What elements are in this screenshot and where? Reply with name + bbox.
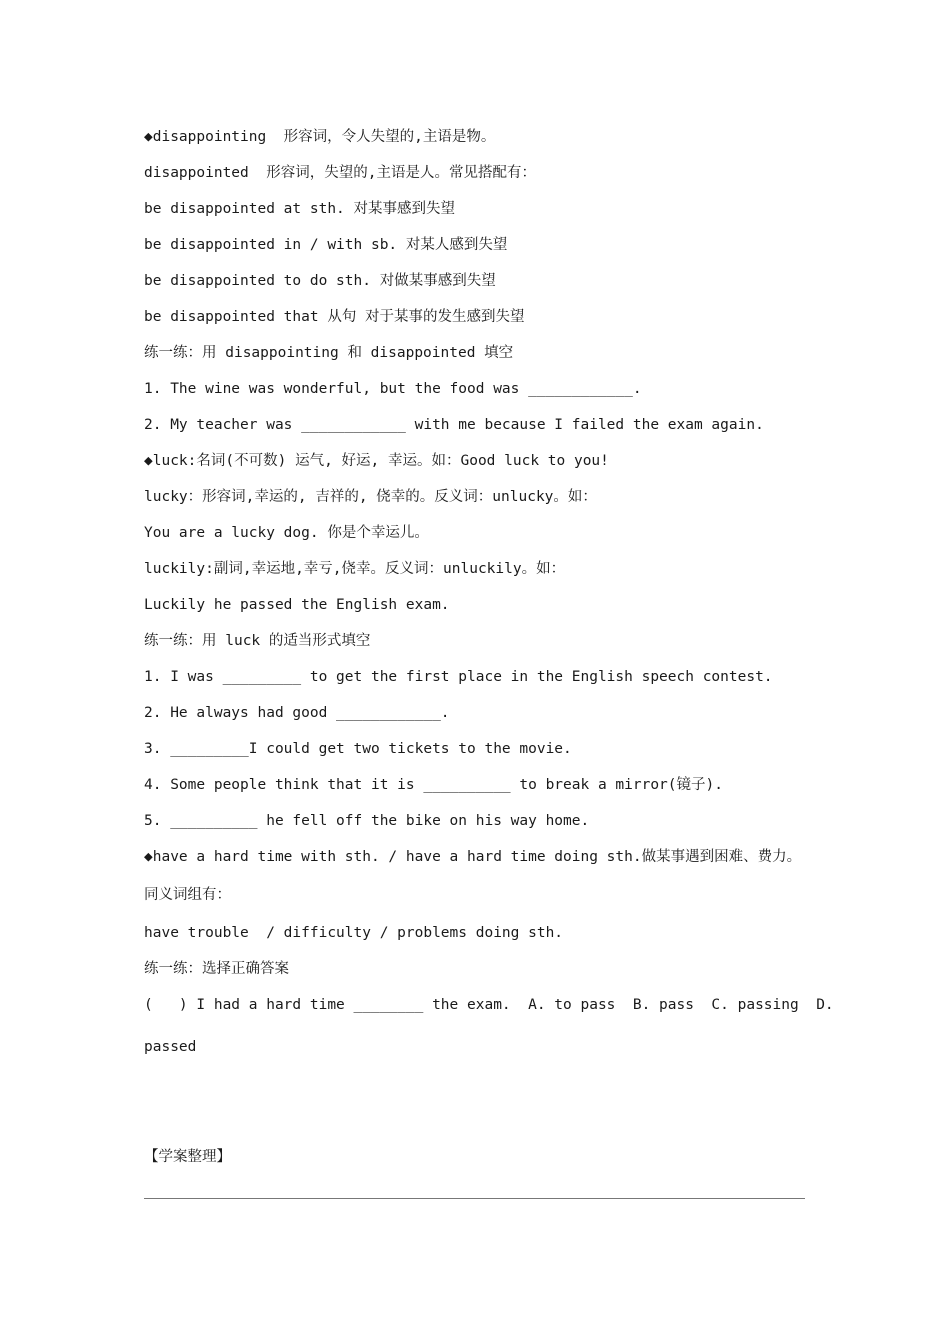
exercise-2-item-2: 2. He always had good ____________. (144, 705, 450, 721)
exercise-2-item-3: 3. _________I could get two tickets to the movie. (144, 741, 572, 757)
text-line-luckily-example: Luckily he passed the English exam. (144, 597, 450, 613)
notes-divider-line (144, 1198, 805, 1199)
text-line-collocation-at: be disappointed at sth. 对某事感到失望 (144, 201, 456, 217)
exercise-heading-2: 练一练：用 luck 的适当形式填空 (144, 633, 371, 649)
text-line-disappointed: disappointed 形容词，失望的,主语是人。常见搭配有： (144, 165, 536, 181)
exercise-1-item-1: 1. The wine was wonderful, but the food was ____________. (144, 381, 642, 397)
text-line-synonyms: have trouble / difficulty / problems doing sth. (144, 925, 564, 941)
text-line-collocation-to-do: be disappointed to do sth. 对做某事感到失望 (144, 273, 496, 289)
exercise-3-item-1: ( ) I had a hard time ________ the exam. A. to pass B. pass C. passing D. (144, 997, 834, 1013)
exercise-2-item-4: 4. Some people think that it is __________ to break a mirror(镜子). (144, 777, 723, 793)
text-line-hard-time: ◆have a hard time with sth. / have a hard time doing sth.做某事遇到困难、费力。 (144, 849, 802, 865)
text-line-collocation-in-with: be disappointed in / with sb. 对某人感到失望 (144, 237, 508, 253)
exercise-3-item-1-continued: passed (144, 1039, 197, 1055)
text-line-synonyms-heading: 同义词组有： (144, 887, 231, 903)
exercise-2-item-5: 5. __________ he fell off the bike on his way home. (144, 813, 590, 829)
text-line-disappointing: ◆disappointing 形容词，令人失望的,主语是物。 (144, 129, 496, 145)
text-line-luckily: luckily:副词,幸运地,幸亏,侥幸。反义词：unluckily。如： (144, 561, 566, 577)
text-line-lucky-example: You are a lucky dog. 你是个幸运儿。 (144, 525, 429, 541)
exercise-heading-3: 练一练：选择正确答案 (144, 961, 289, 977)
text-line-lucky: lucky：形容词,幸运的, 吉祥的, 侥幸的。反义词：unlucky。如： (144, 489, 597, 505)
exercise-2-item-1: 1. I was _________ to get the first place in the English speech contest. (144, 669, 773, 685)
text-line-luck: ◆luck:名词(不可数) 运气, 好运, 幸运。如：Good luck to you! (144, 453, 609, 469)
exercise-heading-1: 练一练：用 disappointing 和 disappointed 填空 (144, 345, 514, 361)
text-line-collocation-that: be disappointed that 从句 对于某事的发生感到失望 (144, 309, 525, 325)
section-heading-notes: 【学案整理】 (144, 1149, 231, 1165)
exercise-1-item-2: 2. My teacher was ____________ with me because I failed the exam again. (144, 417, 764, 433)
